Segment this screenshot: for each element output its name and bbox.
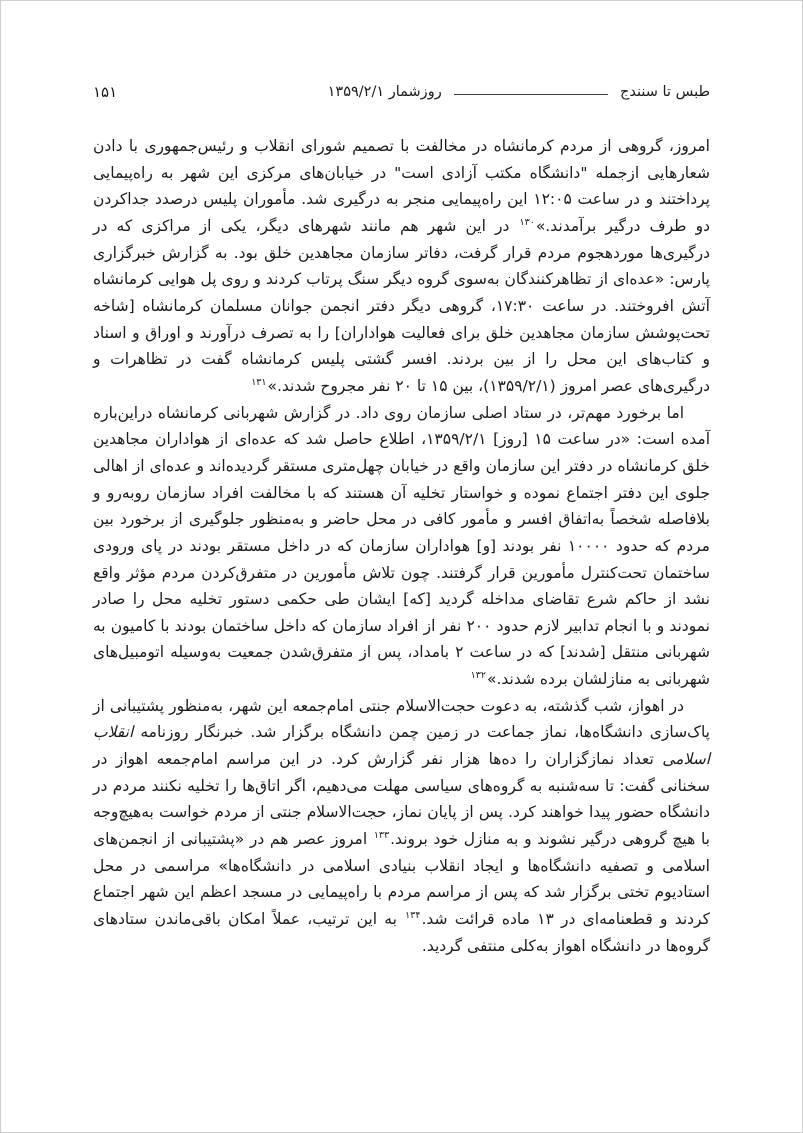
- page-number: ۱۵۱: [93, 83, 118, 101]
- paragraph: [93, 693, 710, 960]
- page-header: [93, 83, 710, 101]
- text-run: به این ترتیب، عملاً امکان باقی‌ماندن ستادهای گروه‌ها در دانشگاه اهواز به‌کلی منتفی گردید.: [93, 910, 710, 955]
- footnote-marker: ۱۳۴: [405, 909, 421, 921]
- paragraph: [93, 133, 710, 400]
- text-run: تعداد نمازگزاران را ده‌ها هزار نفر گزارش کرد. در این مراسم امام‌جمعه اهواز در سخنانی گفت: تا سه‌شنبه به گروه‌های سیاسی مهلت می‌دهیم، اگر اتاق‌ها را تخلیه نکنند مردم در دانشگاه حضور پیدا خواهند کرد. پس از پایان نماز، حجت‌الاسلام جنتی از مردم خواست به‌هیچ‌وجه با هیچ گروهی درگیر نشوند و به منازل خود بروند.: [93, 750, 710, 849]
- header-rule: [454, 94, 608, 95]
- footnote-marker: ۱۳۲: [470, 669, 486, 681]
- footnote-marker: ۱۳۰: [519, 216, 535, 228]
- text-run: امروز عصر هم در «پشتیبانی از انجمن‌های اسلامی و تصفیه دانشگاه‌ها و ایجاد انقلاب بنیادی اسلامی در دانشگاه‌ها» مراسمی در محل استادیوم تختی برگزار شد که پس از مراسم مردم با راه‌پیمایی در مسجد اعظم این شهر اجتماع کردند و قطعنامه‌ای در ۱۳ ماده قرائت شد.: [93, 830, 710, 929]
- paragraph: [93, 400, 710, 693]
- footnote-marker: ۱۳۱: [251, 376, 267, 388]
- text-run: اما برخورد مهم‌تر، در ستاد اصلی سازمان روی داد. در گزارش شهربانی کرمانشاه دراین‌باره آمده است: «در ساعت ۱۵ [روز] ۱۳۵۹/۲/۱، اطلاع حاصل شد که عده‌ای از هواداران مجاهدین خلق کرمانشاه در دفتر این سازمان واقع در خیابان چهل‌متری مستقر گردیده‌اند و عده‌ای از اهالی جلوی این دفتر اجتماع نموده و خواستار تخلیه آن هستند که با مخالفت افراد سازمان روبه‌رو و بلافاصله شخصاً به‌اتفاق افسر و مأمور کافی در محل حاضر و به‌منظور جلوگیری از برخورد بین مردم که حدود ۱۰۰۰۰ نفر بودند [و] هواداران سازمان که در داخل مستقر بودند در پای ورودی ساختمان تحت‌کنترل مأمورین قرار گرفتند. چون تلاش مأمورین در متفرق‌کردن مردم مؤثر واقع نشد از حاکم شرع تقاضای مداخله گردید [که] ایشان طی حکمی دستور تخلیه محل را صادر نمودند و با انجام تدابیر لازم حدود ۲۰۰ نفر از افراد سازمان که داخل ساختمان بودند با کامیون به شهربانی منتقل [شدند] که در ساعت ۲ بامداد، پس از متفرق‌شدن جمعیت به‌وسیله اتومبیل‌های شهربانی به منازلشان برده شدند.»: [93, 403, 711, 689]
- publication-name: انقلاب اسلامی: [93, 723, 710, 769]
- text-run: در اهواز، شب گذشته، به دعوت حجت‌الاسلام جنتی امام‌جمعه این شهر، به‌منظور پشتیبانی از پاک‌سازی دانشگاه‌ها، نماز جماعت در زمین چمن دانشگاه برگزار شد. خبرنگار روزنامه: [93, 696, 710, 742]
- chronicle-title: روزشمار ۱۳۵۹/۲/۱: [327, 84, 442, 100]
- footnote-marker: ۱۳۳: [373, 829, 390, 841]
- text-run: امروز، گروهی از مردم کرمانشاه در مخالفت با تصمیم شورای انقلاب و رئیس‌جمهوری با دادن شعارهایی ازجمله "دانشگاه مکتب آزادی است" در خیابان‌های مرکزی این شهر به راه‌پیمایی پرداختند و در ساعت ۱۲:۰۵ این راه‌پیمایی منجر به درگیری شد. مأموران پلیس درصدد جداکردن دو طرف درگیر برآمدند.»: [93, 137, 711, 235]
- page-body: [93, 133, 710, 959]
- text-run: در این شهر هم مانند شهرهای دیگر، یکی از مراکزی که در درگیری‌ها موردهجوم مردم قرار گرفت، دفاتر سازمان مجاهدین خلق بود. به گزارش خبرگزاری پارس: «عده‌ای از تظاهرکنندگان به‌سوی گروه دیگر سنگ پرتاب کردند و روی پل هوایی کرمانشاه آتش افروختند. در ساعت ۱۷:۳۰، گروهی دیگر دفتر انجمن جوانان مسلمان کرمانشاه [شاخه تحت‌پوشش سازمان مجاهدین خلق برای فعالیت هواداران] را به تصرف درآورند و اوراق و اسناد و کتاب‌های این محل را از بین بردند. افسر گشتی پلیس کرمانشاه گفت در تظاهرات و درگیری‌های عصر امروز (۱۳۵۹/۲/۱)، بین ۱۵ تا ۲۰ نفر مجروح شدند.»: [93, 216, 710, 395]
- section-title: طبس تا سنندج: [620, 84, 710, 100]
